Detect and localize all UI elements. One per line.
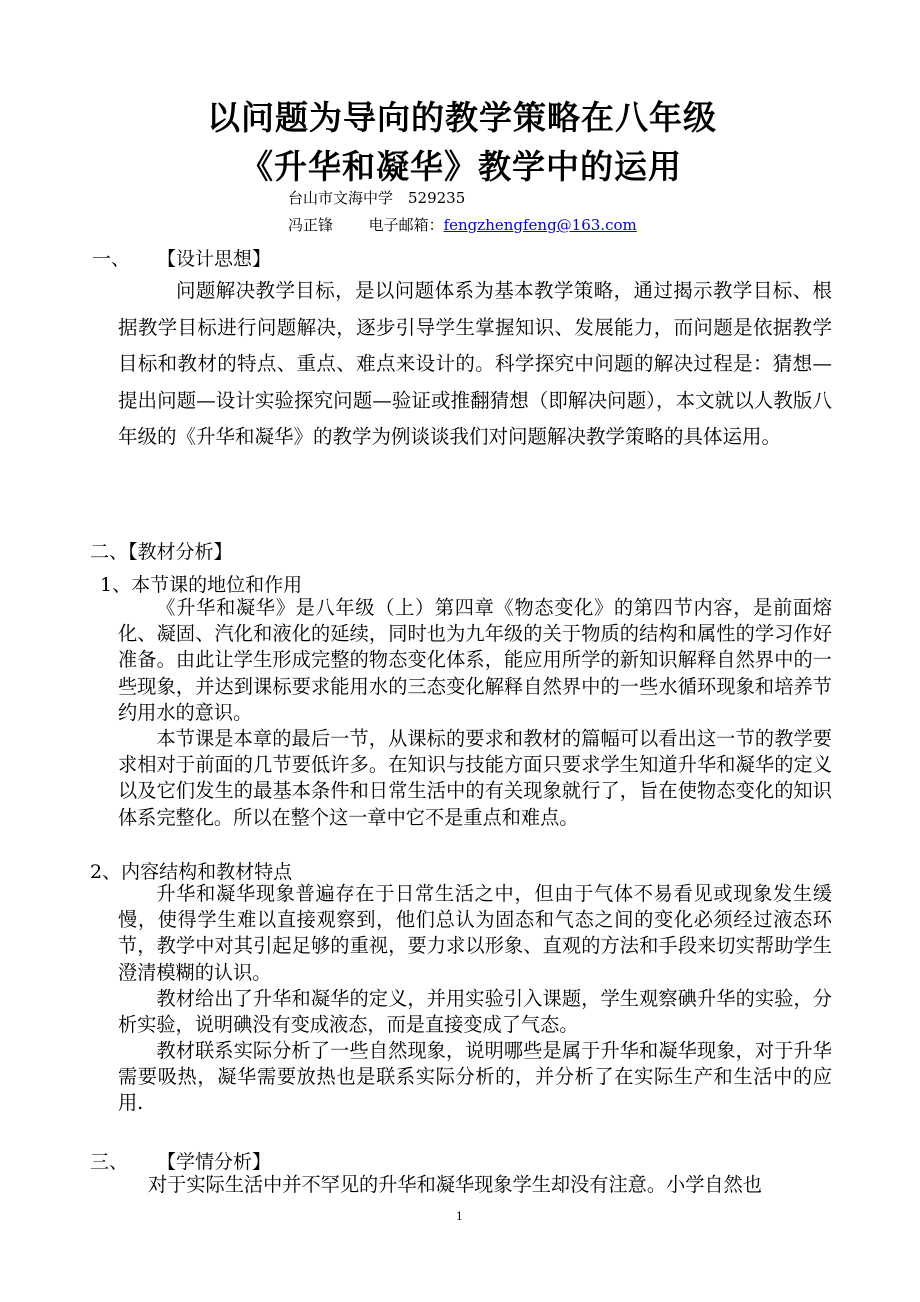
subsection-1-paragraph-1: 《升华和凝华》是八年级（上）第四章《物态变化》的第四节内容，是前面熔化、凝固、汽化和液化的延续，同时也为九年级的关于物质的结构和属性的学习作好准备。由此让学生形成完整的物态变化体系，能应用所学的新知识解释自然界中的一些现象，并达到课标要求能用水的三态变化解释自然界中的一些水循环现象和培养节约用水的意识。 bbox=[118, 596, 832, 724]
email-label: 电子邮箱： bbox=[368, 216, 444, 234]
section-2-heading: 二、【教材分析】 bbox=[90, 541, 233, 563]
section-3-paragraph: 对于实际生活中并不罕见的升华和凝华现象学生却没有注意。小学自然也 bbox=[148, 1173, 762, 1196]
subsection-2-paragraph-1: 升华和凝华现象普遍存在于日常生活之中，但由于气体不易看见或现象发生缓慢，使得学生难以直接观察到，他们总认为固态和气态之间的变化必须经过液态环节，教学中对其引起足够的重视，要力求以形象、直观的方法和手段来切实帮助学生澄清模糊的认识。 bbox=[118, 882, 832, 984]
subsection-2-paragraph-2: 教材给出了升华和凝华的定义，并用实验引入课题，学生观察碘升华的实验，分析实验，说明碘没有变成液态，而是直接变成了气态。 bbox=[118, 987, 832, 1037]
subsection-2-paragraph-3: 教材联系实际分析了一些自然现象，说明哪些是属于升华和凝华现象，对于升华需要吸热，凝华需要放热也是联系实际分析的，并分析了在实际生产和生活中的应用. bbox=[118, 1039, 832, 1115]
title-line-1: 以问题为导向的教学策略在八年级 bbox=[207, 98, 717, 137]
subsection-1-paragraph-2: 本节课是本章的最后一节，从课标的要求和教材的篇幅可以看出这一节的教学要求相对于前面的几节要低许多。在知识与技能方面只要求学生知道升华和凝华的定义以及它们发生的最基本条件和日常生活中的有关现象就行了，旨在使物态变化的知识体系完整化。所以在整个这一章中它不是重点和难点。 bbox=[118, 727, 832, 829]
subsection-1-title: 1、本节课的地位和作用 bbox=[100, 574, 303, 596]
section-1-number: 一、 bbox=[92, 248, 131, 270]
section-1-heading: 【设计思想】 bbox=[157, 248, 272, 270]
author-school: 台山市文海中学 529235 bbox=[288, 189, 466, 207]
page-number: 1 bbox=[456, 1208, 463, 1223]
author-name: 冯正锋 bbox=[288, 216, 334, 234]
email-link[interactable]: fengzhengfeng@163.com bbox=[443, 216, 637, 234]
section-3-number: 三、 bbox=[90, 1151, 129, 1173]
section-3-heading: 【学情分析】 bbox=[157, 1151, 272, 1173]
section-1-paragraph: 问题解决教学目标，是以问题体系为基本教学策略，通过揭示教学目标、根据教学目标进行问题解决，逐步引导学生掌握知识、发展能力，而问题是依据教学目标和教材的特点、重点、难点来设计的。科学探究中问题的解决过程是：猜想—提出问题—设计实验探究问题—验证或推翻猜想（即解决问题），本文就以人教版八年级的《升华和凝华》的教学为例谈谈我们对问题解决教学策略的具体运用。 bbox=[118, 279, 832, 449]
author-line bbox=[288, 214, 637, 235]
subsection-2-title: 2、内容结构和教材特点 bbox=[90, 861, 293, 883]
title-line-2: 《升华和凝华》教学中的运用 bbox=[240, 147, 682, 186]
